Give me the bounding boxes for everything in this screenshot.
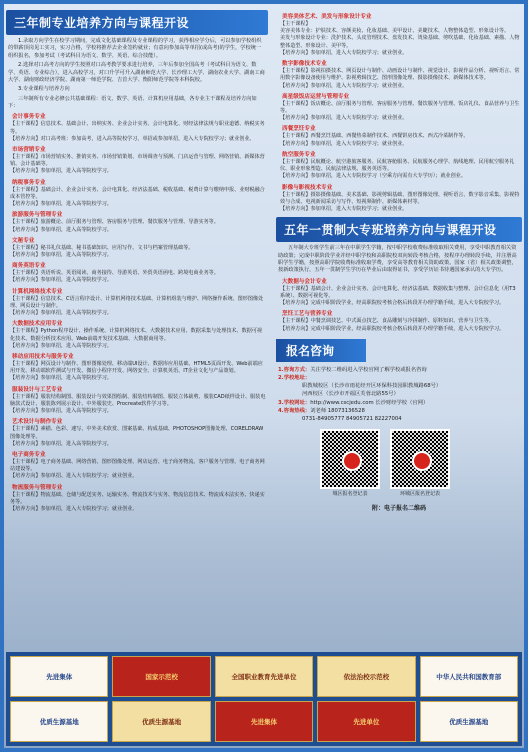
major-line: 【培养方向】参加单招、进入大专院校学习；就业创业。 — [10, 473, 138, 480]
five-year-majors — [276, 277, 522, 333]
major-line: 美发与形象设计专业：洗护技术、头皮管理技术、盘发技术、烫染基础、剪吹基础、化妆基础、素描、人物整体造型、形象设计、美甲等。 — [280, 35, 520, 49]
major-line: 【培养方向】参加单招，进入大专院校学习；就业创业。 — [280, 115, 408, 122]
major-line: 【培养方向】参加单招，进入大专院校学习；就业创业。 — [280, 205, 408, 212]
major-line: 【培养方向】参加单招，进入高等院校学习。 — [10, 375, 112, 382]
major-title: 纳税事务专业 — [12, 179, 46, 186]
qr-code-icon[interactable] — [320, 429, 380, 489]
major-title: 数字影像技术专业 — [282, 61, 327, 68]
major-title: 物流服务与管理专业 — [12, 484, 63, 491]
contact-key: 2.学校地址： — [278, 374, 311, 381]
major-line: 【主干课程】摄影摄像基础、美术基础、影视剪辑基础、图形图像处理、视听语言、数字影音采集、影视特效与合成、电视新闻采访与写作、短视频制作、新媒体素材等。 — [280, 191, 520, 205]
contact-line — [278, 382, 520, 390]
contact-lines — [276, 366, 522, 423]
major-line: 【主干课程】信息技术、基础会计、出纳实务、企业会计实务、会计电算化、财经法律法规与职业道德、纳税实务等。 — [10, 121, 265, 135]
three-year-paras — [6, 38, 268, 110]
major-line: 【培养方向】对口高考班：参加高考，进入高等院校学习，单招或参加单招，进入大专院校学习；就业创业。 — [10, 135, 255, 142]
major-line: 【主干课程】西餐烹饪基础、西餐热菜制作技术、西餐饼房技术、西式冷菜制作等。 — [280, 133, 469, 140]
major-title: 美容美体艺术、美发与形象设计专业 — [282, 14, 372, 20]
contact-line — [278, 390, 520, 398]
major-title: 西餐烹饪专业 — [282, 126, 316, 133]
qr-block — [390, 429, 450, 497]
five-year-title: 五年一贯制大专班培养方向与课程开设 — [276, 217, 522, 242]
major-title: 会计事务专业 — [12, 114, 46, 121]
major-title: 烹饪工艺与营养专业 — [282, 311, 333, 318]
major-title: 文秘专业 — [12, 237, 35, 244]
contact-line — [278, 415, 520, 423]
award-plaque: 优质生源基地 — [420, 701, 518, 742]
major-line: 【培养方向】参加单招，进入高等院校学习。 — [10, 168, 112, 175]
three-year-title: 三年制专业培养方向与课程开设 — [6, 10, 268, 35]
major-line: 【主干课程】基础会计、企业会计实务、会计电算化、经济法基础、数据收集与整理、会计信息化（用T3系统）、数据可视化等。 — [280, 285, 516, 299]
major-title: 高星级饭店运营与管理专业 — [282, 93, 350, 100]
qr-caption: 城区报名登记表 — [332, 491, 368, 498]
contact-value: 河西校区（长沙市开福区芙蓉北路55号） — [302, 391, 399, 398]
major-title: 计算机网络技术专业 — [12, 288, 63, 295]
major-line: 【主干课程】服装结构制图、服装设计与效果图绘制、服装结构制图、服装立体裁剪、服装CAD纸样设计、服装电脑款式设计、服装陈列展示设计、中外服装史、Procreate软件学习等。 — [10, 393, 266, 407]
map-label: 附：电子报名二维码 — [371, 505, 426, 513]
award-plaque: 先进集体 — [10, 656, 108, 697]
major-line: 【培养方向】参加单招，进入大专院校学习；就业创业。 — [280, 49, 408, 56]
major-line: 【培养方向】参加单招，进入大专院校学习；就业创业。 — [280, 82, 408, 89]
major-title: 大数据技术应用专业 — [12, 321, 63, 328]
major-line: 【培养方向】参加单招，进入高等院校学习。 — [10, 201, 112, 208]
major-line: 【培养方向】参加单招，进入高等院校学习。 — [10, 440, 112, 447]
major-title: 电子商务专业 — [12, 451, 46, 458]
major-line: 【培养方向】参加单招，进入高等院校学习。 — [10, 342, 112, 349]
major-line: 【主干课程】网页设计与制作、图形图像处理、移动端UI设计、数据库应用基础、HTML5页面开发、Web前端应用开发、移动端软件测试与开发、微信小程序开发、网络安全、计算机英语、IT企业文化与产品策划。 — [10, 360, 263, 375]
major-line: 【培养方向】参加单招，进入高等院校学习。 — [10, 277, 112, 284]
major-line: 【培养方向】参加单招，进入高等院校学习。 — [10, 408, 112, 415]
qr-block — [320, 429, 380, 497]
right-majors — [276, 12, 522, 213]
major-title: 艺术设计与制作专业 — [12, 419, 63, 426]
intro-para: 1.录取方向学生在校学习期间，完成文化基础课程及专业课程的学习，获得相应学分后，可以参加学校组织的带薪顶岗见工实习，实习合格，学校将推荐去企业签约就业；有意向参加高等单招(或高考)的学生，学校统一组织报名，参加考试（考试科目为语文、数学、英语、综合技能）。 — [8, 38, 262, 59]
three-year-majors — [6, 112, 268, 513]
major-line: 【主干课程】电子商务基础、网络营销、图形图像处理、网店运营、电子商务物流、客户服务与管理、电子商务网站建设等。 — [10, 458, 265, 473]
major-title: 影像与影视技术专业 — [282, 184, 333, 191]
award-plaque: 国家示范校 — [112, 656, 210, 697]
major-line: 【主干课程】影视拍摄技术、网页设计与制作、动画设计与制作、视觉设计、影视作品分析、视听语言、常用数字影像设备使用与维护、影视剪辑技艺、图形图像处理、摄影摄像技术、新媒体技术等。 — [280, 68, 520, 82]
major-line: 【培养方向】参加单招，进入高等院校学习。 — [10, 310, 112, 317]
major-line: 【主干课程】信息技术、C语言程序设计、计算机网络技术基础、计算机组装与维护、网络操作系统、图形图像处理、网页设计与制作。 — [10, 295, 264, 309]
major-title: 市场营销专业 — [12, 147, 46, 154]
five-year-para: 五年制大专班学生前三年在中职学生学籍，按中职学校收费标准收取相关费用，享受中职教育相关资助政策；完成中职阶段学业并经中职学校和高职院校双向转段考核合格，按程序办理转段手续，并注册高职学生学籍，按照高职学院收费标准收取学费，享受高等教育相关资助政策。国家（省）相关政策调整，按新政策执行，五年一贯制学生学历在毕业后由取得证书，享受学历证书待遇国家承认的大专学历。 — [278, 245, 517, 274]
award-plaque: 优质生源基地 — [10, 701, 108, 742]
major-line: 【主干课程】民航概论、航空港旅客服务、民航客舱服务、民航服务心理学、航线地理、民用航空服务礼仪、职业形象塑造、民航法律法规、服务英语等。 — [280, 158, 515, 173]
major-line: 【主干课程】市场营销实务、推销实务、市场营销策划、市场调查与预测、门店运营与管理、网络营销、新媒体营销、会计基础等。 — [10, 154, 265, 168]
contact-value: 0731-84905777 84905721 82227004 — [302, 415, 402, 422]
major-line: 【主干课程】素描、色彩、速写、中外美术欣赏、图案基础、构成基础、PHOTOSHOP图像处理、CORELDRAW图像处理等。 — [10, 426, 264, 440]
award-plaque: 全国职业教育先进单位 — [215, 656, 313, 697]
contact-value: 职教城校区（长沙市雨花经开区环保科技园职教城路68号） — [302, 383, 442, 390]
major-line: 【主干课程】中餐烹调技艺、中式面点技艺、食品雕刻与冷拼制作、原料知识、营养与卫生等。 — [280, 318, 494, 325]
awards-strip — [6, 652, 522, 746]
contact-key: 3.学校网址： — [278, 399, 311, 406]
intro-para: 3.专业课程与培养方向 — [18, 86, 70, 93]
major-line: 【培养方向】参加单招，进入大专院校学习；就业创业。 — [280, 140, 408, 147]
intro-para: 三年制所有专业必修公共基础课程：语文、数学、英语、计算机应用基础，各专业主干课程及培养方向如下： — [8, 95, 257, 109]
contact-line — [278, 407, 520, 415]
major-title: 移动应用技术与服务专业 — [12, 353, 74, 360]
contact-value: 关注学校二维码进入学校官网了解学校或报名咨询 — [310, 366, 427, 373]
contact-key: 4.咨询热线： — [278, 407, 311, 414]
major-line: 【主干课程】 — [280, 21, 311, 27]
contact-line — [278, 366, 520, 374]
major-line: 【培养方向】完成中职阶段学业，经高职院校考核合格后转段并办理学籍手续，进入大专院校学习。 — [280, 300, 505, 307]
major-title: 旅游服务与管理专业 — [12, 212, 63, 219]
contact-value: http://www.cscjedu.com 长沙财经学校（官网） — [310, 399, 429, 406]
major-line: 【主干课程】物流基础、仓储与配送实务、运输实务、物流技术与实务、物流信息技术、物流成本法实务、快递实务等。 — [10, 491, 265, 505]
major-line: 【主干课程】旅游概论、前厅服务与管理、客房服务与管理、餐饮服务与管理、导游实务等。 — [10, 219, 219, 226]
major-title: 航空服务专业 — [282, 151, 316, 158]
award-plaque: 依法治校示范校 — [317, 656, 415, 697]
major-line: 【主干课程】基础会计、企业会计实务、会计电算化、经济法基础、税收基础、税费计算与缴纳申报、业财税融合成本管控等。 — [10, 186, 265, 200]
award-plaque: 先进单位 — [317, 701, 415, 742]
right-column — [276, 10, 522, 652]
qr-code-icon[interactable] — [390, 429, 450, 489]
three-year-section — [6, 10, 268, 652]
major-line: 【培养方向】参加单招，进入高等院校学习。 — [10, 252, 112, 258]
contact-value: 刘老师 18073136528 — [310, 407, 365, 414]
major-line: 【培养方向】完成中职阶段学业，经高职院校考核合格后转段并办理学籍手续，进入大专院校学习。 — [280, 325, 505, 332]
award-plaque: 先进集体 — [215, 701, 313, 742]
contact-line — [278, 374, 520, 382]
major-line: 【培养方向】参加单招，进入大专院校学习；就业创业。 — [10, 506, 138, 513]
major-title: 大数据与会计专业 — [282, 278, 327, 285]
major-line: 美容美体专业：护肤技术、容颜美妆、化妆基础、美甲设计、美睫技术、人物整体造型、形象设计等。 — [280, 28, 510, 35]
major-line: 【主干课程】饭店概论、前厅服务与管理、客房服务与管理、餐饮服务与管理、饭店礼仪、食品营养与卫生等。 — [280, 100, 520, 114]
qr-row — [320, 429, 522, 497]
contact-line — [278, 399, 520, 407]
award-plaque: 中华人民共和国教育部 — [420, 656, 518, 697]
major-line: 【主干课程】秘书礼仪基础、秘书基础知识、应用写作、文书与档案管理基础等。 — [10, 244, 194, 251]
intro-para: 2.选择对口高考方向的学生按照对口高考教学要求进行培养，三年后参加全国高考（考试科目为语文、数学、英语、专业综合），进入高校学习，对口升学可升入湖南师范大学、长沙理工大学、湖南农业大学、湖南工商大学、湖南财政经济学院、湖南第一师范学院、吉首大学、衡阳师范学院等本科院校。 — [8, 62, 265, 83]
contact-title: 报名咨询 — [276, 339, 366, 362]
major-line: 【主干课程】英语听说、英语阅读、商务接待、导游英语、外贸英语函电、跨境电商业务等。 — [10, 270, 219, 277]
major-line: 【主干课程】Python程序设计、操作系统、计算机网络技术、大数据技术应用、数据采集与处理技术、数据可视化技术、数据分析技术应用、Web前端开发技术基础、大数据商用等。 — [10, 328, 262, 342]
major-line: 【培养方向】参加单招，进入大专院校学习（空乘方向需有大专学历）；就业创业。 — [280, 173, 466, 180]
qr-caption: 环城区报名登记表 — [399, 491, 440, 498]
major-line: 【培养方向】参加单招，进入高等院校学习。 — [10, 226, 112, 233]
major-title: 服装设计与工艺专业 — [12, 386, 63, 393]
major-title: 商务英语专业 — [12, 263, 46, 270]
award-plaque: 优质生源基地 — [112, 701, 210, 742]
contact-key: 1.咨询方式： — [278, 366, 311, 373]
